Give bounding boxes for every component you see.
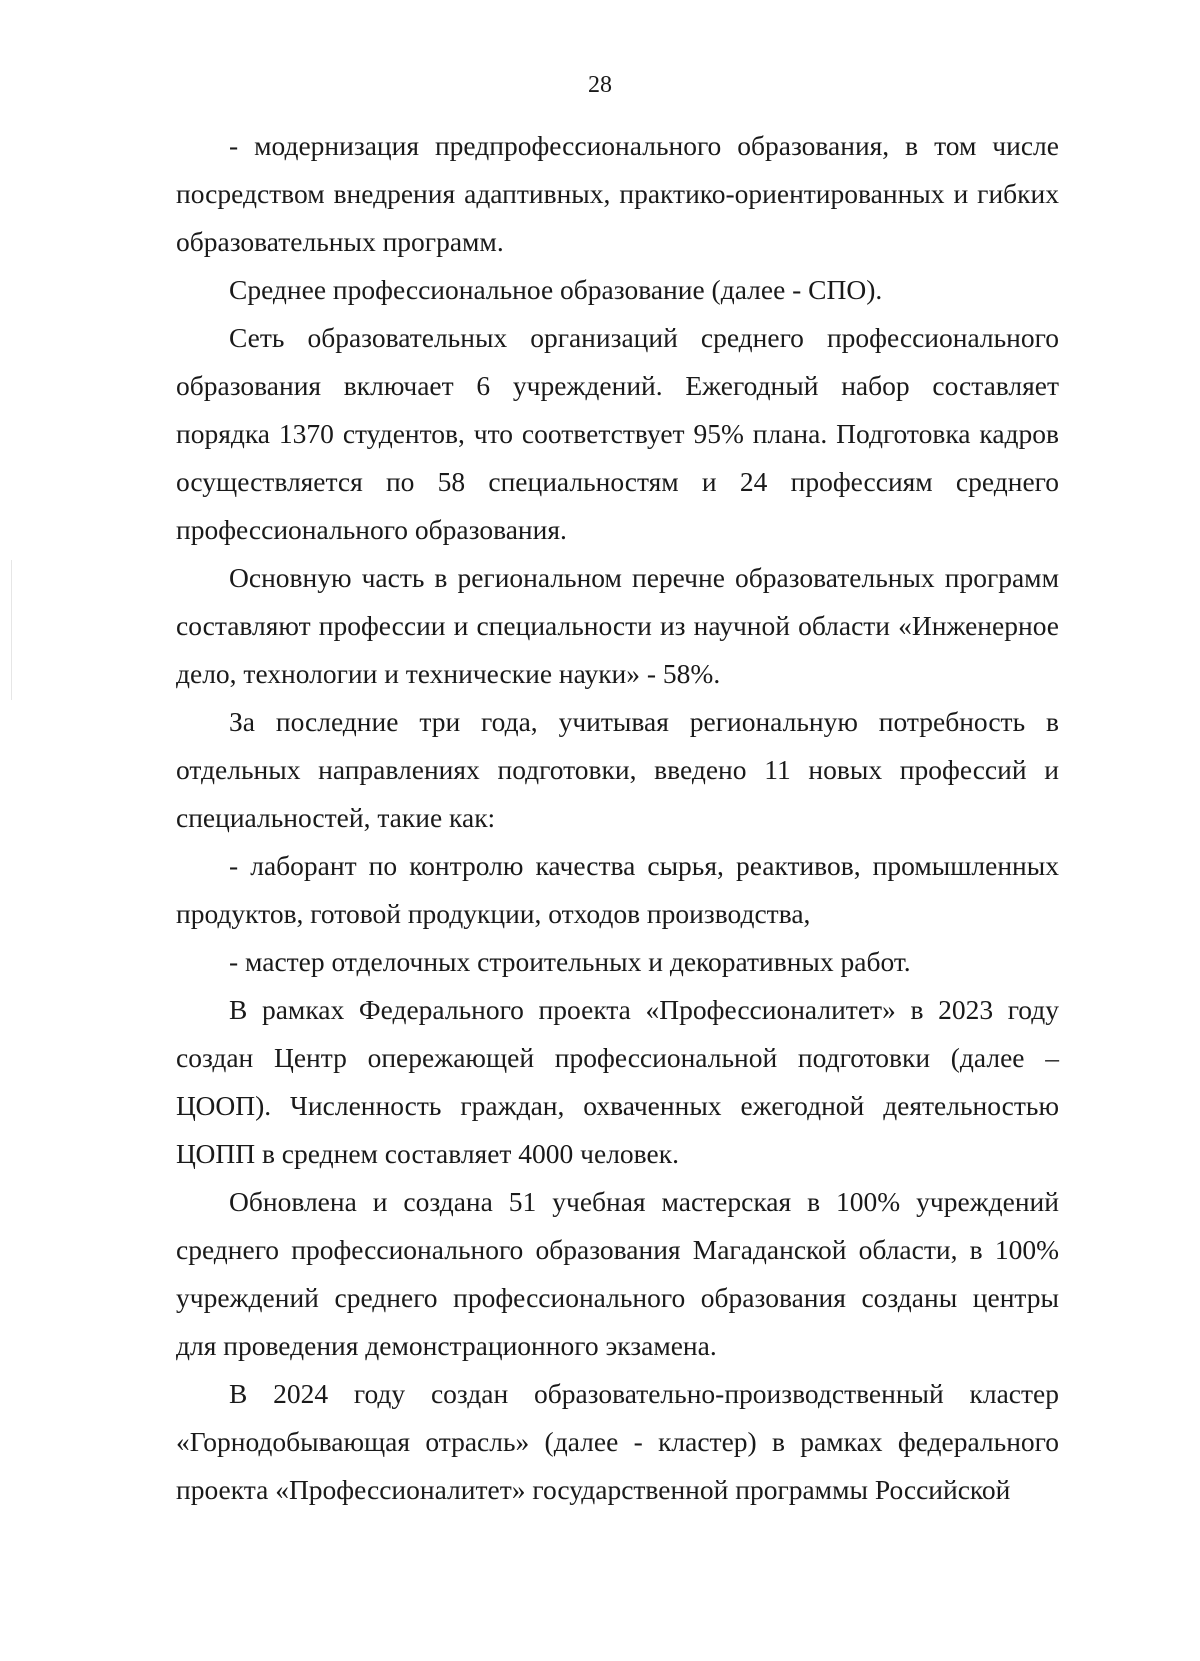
paragraph-mining-cluster: В 2024 году создан образовательно-производственный кластер «Горнодобывающая отрасль» (далее - кластер) в рамках федерального проекта «Профессионалитет» государственной программы Российской	[176, 1378, 1059, 1505]
paragraph-engineering-share: Основную часть в региональном перечне образовательных программ составляют профессии и специальности из научной области «Инженерное дело, технологии и технические науки» - 58%.	[176, 562, 1059, 689]
paragraph-spo-heading: Среднее профессиональное образование (далее - СПО).	[229, 274, 883, 305]
page-number: 28	[588, 72, 612, 98]
list-item-lab-assistant: - лаборант по контролю качества сырья, реактивов, промышленных продуктов, готовой продукции, отходов производства,	[176, 850, 1059, 929]
document-body	[176, 122, 1059, 1514]
paragraph-coop-center: В рамках Федерального проекта «Профессионалитет» в 2023 году создан Центр опережающей профессиональной подготовки (далее – ЦООП). Численность граждан, охваченных ежегодной деятельностью ЦОПП в среднем составляет 4000 человек.	[176, 994, 1059, 1169]
list-item-finishing-master: - мастер отделочных строительных и декоративных работ.	[229, 946, 911, 977]
paragraph-workshops: Обновлена и создана 51 учебная мастерская в 100% учреждений среднего профессионального образования Магаданской области, в 100% учреждений среднего профессионального образования созданы центры для проведения демонстрационного экзамена.	[176, 1186, 1059, 1361]
paragraph-new-professions: За последние три года, учитывая региональную потребность в отдельных направлениях подготовки, введено 11 новых профессий и специальностей, такие как:	[176, 706, 1059, 833]
scan-edge-mark	[11, 560, 12, 700]
paragraph-preprofessional-modernization: - модернизация предпрофессионального образования, в том числе посредством внедрения адаптивных, практико-ориентированных и гибких образовательных программ.	[176, 130, 1059, 257]
paragraph-spo-network: Сеть образовательных организаций среднего профессионального образования включает 6 учреждений. Ежегодный набор составляет порядка 1370 студентов, что соответствует 95% плана. Подготовка кадров осуществляется по 58 специальностям и 24 профессиям среднего профессионального образования.	[176, 322, 1059, 545]
